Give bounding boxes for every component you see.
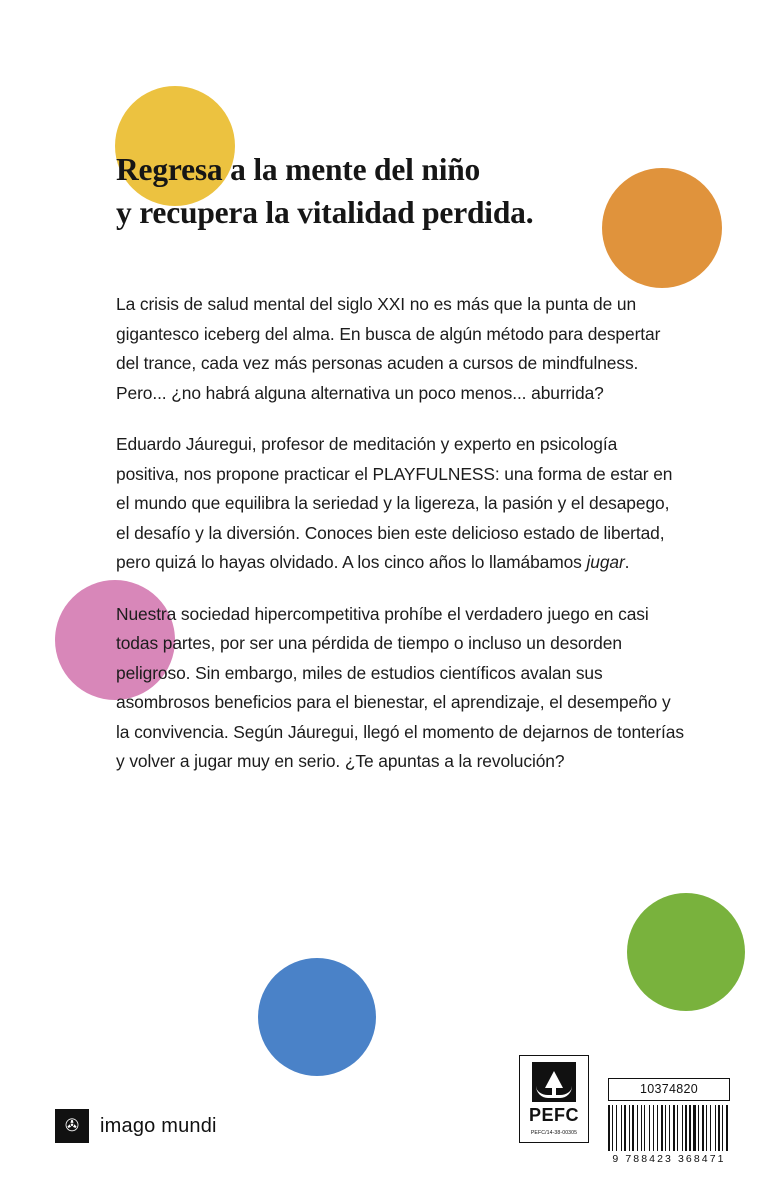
publisher-logo — [55, 1109, 217, 1143]
barcode-top-number: 10374820 — [608, 1078, 730, 1101]
barcode-isbn-number: 9 788423 368471 — [612, 1153, 726, 1165]
pefc-tree-icon — [532, 1062, 576, 1102]
pefc-label: PEFC — [528, 1105, 579, 1125]
decorative-circle-blue — [258, 958, 376, 1076]
blurb-paragraph-2: Eduardo Jáuregui, profesor de meditación y experto en psicología positiva, nos propone practicar el PLAYFULNESS: una forma de estar en el mundo que equilibra la seriedad y la ligereza, la pasión y el desapego, el desafío y la diversión. Conoces bien este delicioso estado de libertad, pero quizá lo hayas olvidado. A los cinco años lo llamábamos jugar. — [116, 434, 673, 572]
decorative-circle-green — [627, 893, 745, 1011]
pefc-certification-badge — [519, 1055, 589, 1143]
barcode-block — [608, 1078, 730, 1165]
headline-line-1: Regresa a la mente del niño — [116, 152, 481, 187]
blurb-text — [116, 290, 684, 777]
blurb-paragraph-1: La crisis de salud mental del siglo XXI no es más que la punta de un gigantesco iceberg del alma. En busca de algún método para despertar del trance, cada vez más personas acuden a cursos de mindfulness. Pero... ¿no habrá alguna alternativa un poco menos... aburrida? — [116, 294, 661, 403]
headline — [116, 148, 716, 234]
barcode-bars — [608, 1105, 730, 1151]
pefc-code: PEFC/14-38-00305 — [530, 1130, 578, 1136]
publisher-mark-icon: ✇ — [55, 1109, 89, 1143]
italic-word: jugar — [586, 552, 625, 572]
publisher-name: imago mundi — [100, 1114, 217, 1137]
blurb-paragraph-3: Nuestra sociedad hipercompetitiva prohíbe el verdadero juego en casi todas partes, por ser una pérdida de tiempo o incluso un desorden peligroso. Sin embargo, miles de estudios científicos avalan sus asombrosos beneficios para el bienestar, el aprendizaje, el desempeño y la convivencia. Según Jáuregui, llegó el momento de dejarnos de tonterías y volver a jugar muy en serio. ¿Te apuntas a la revolución? — [116, 603, 684, 771]
headline-line-2: y recupera la vitalidad perdida. — [116, 195, 534, 230]
